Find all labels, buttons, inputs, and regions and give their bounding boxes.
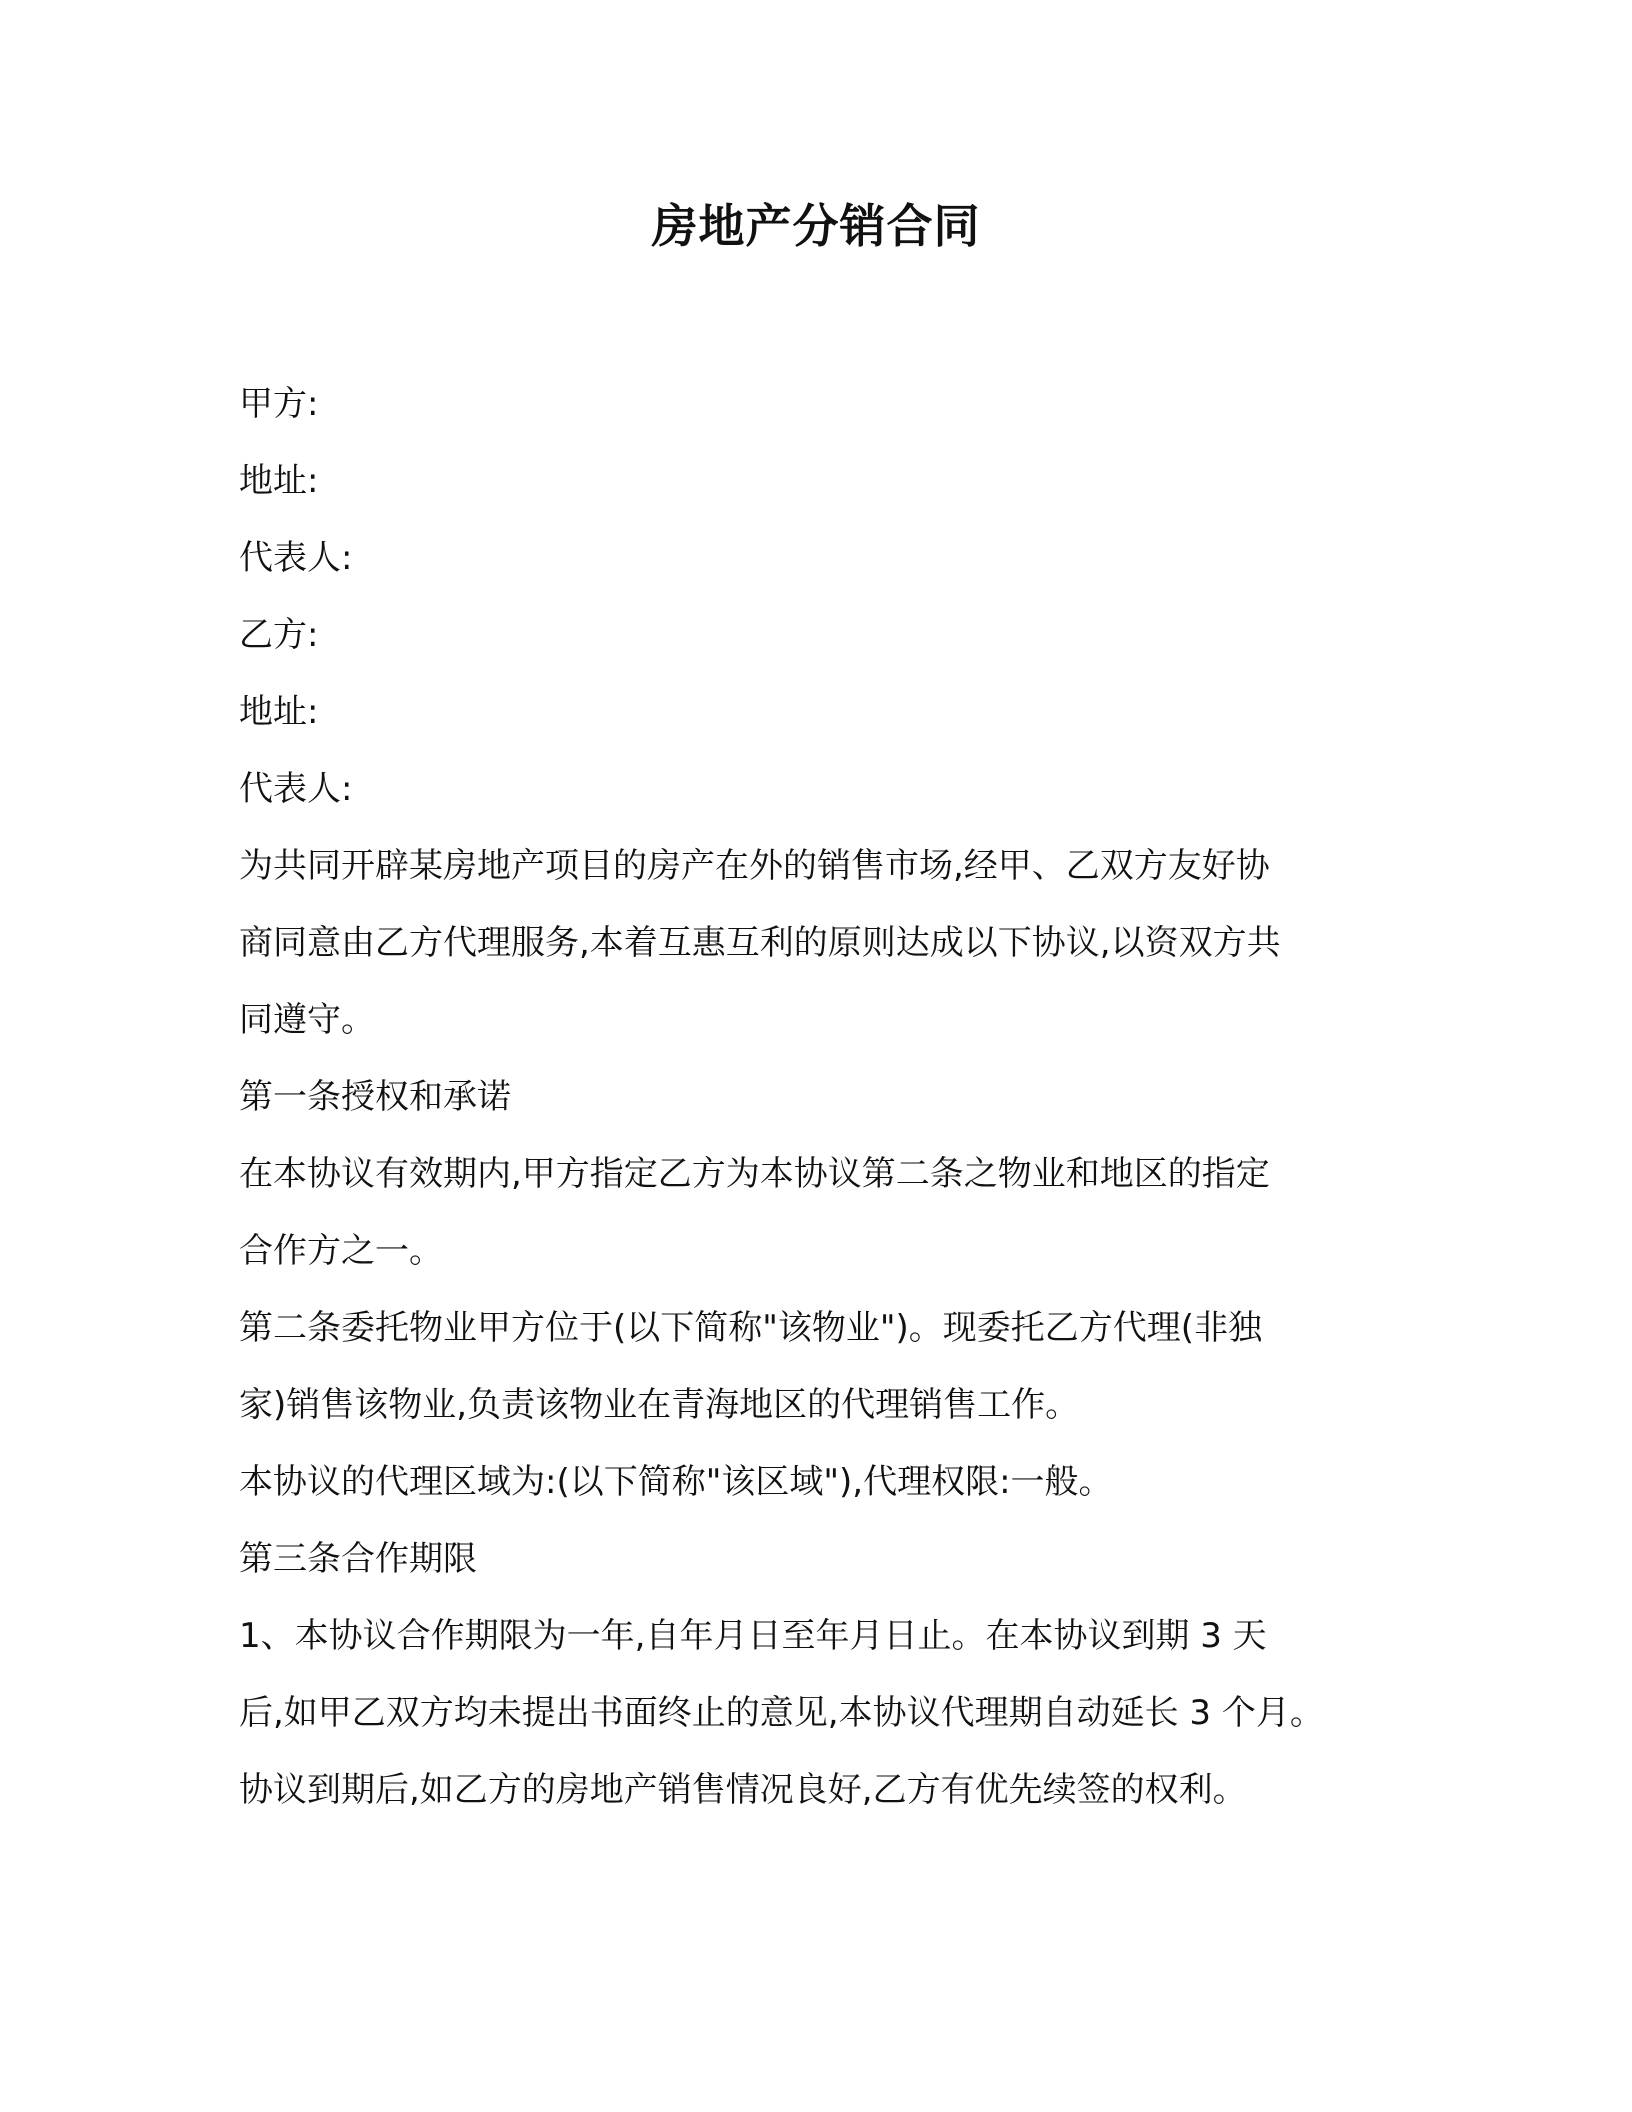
article3-heading: 第三条合作期限 <box>239 1539 477 1579</box>
party-a-address-label: 地址: <box>239 461 319 501</box>
article3-line: 后,如甲乙双方均未提出书面终止的意见,本协议代理期自动延长 3 个月。 <box>239 1693 1324 1733</box>
party-a-name-label: 甲方: <box>239 384 319 424</box>
document-title: 房地产分销合同 <box>651 199 981 253</box>
article3-line: 协议到期后,如乙方的房地产销售情况良好,乙方有优先续签的权利。 <box>239 1770 1247 1810</box>
article1-line: 在本协议有效期内,甲方指定乙方为本协议第二条之物业和地区的指定 <box>239 1154 1270 1194</box>
article2-line: 第二条委托物业甲方位于(以下简称"该物业")。现委托乙方代理(非独 <box>239 1308 1263 1348</box>
party-b-address-label: 地址: <box>239 692 319 732</box>
preamble-line: 为共同开辟某房地产项目的房产在外的销售市场,经甲、乙双方友好协 <box>239 846 1270 886</box>
article1-heading: 第一条授权和承诺 <box>239 1077 511 1117</box>
agency-region-line: 本协议的代理区域为:(以下简称"该区域"),代理权限:一般。 <box>239 1462 1113 1502</box>
preamble-line: 商同意由乙方代理服务,本着互惠互利的原则达成以下协议,以资双方共 <box>239 923 1281 963</box>
article2-line: 家)销售该物业,负责该物业在青海地区的代理销售工作。 <box>239 1385 1080 1425</box>
article3-line: 1、本协议合作期限为一年,自年月日至年月日止。在本协议到期 3 天 <box>239 1616 1267 1656</box>
party-b-representative-label: 代表人: <box>239 769 353 809</box>
party-a-representative-label: 代表人: <box>239 538 353 578</box>
preamble-line: 同遵守。 <box>239 1000 375 1040</box>
document-body <box>239 366 1399 1829</box>
party-b-name-label: 乙方: <box>239 615 319 655</box>
article1-line: 合作方之一。 <box>239 1231 443 1271</box>
